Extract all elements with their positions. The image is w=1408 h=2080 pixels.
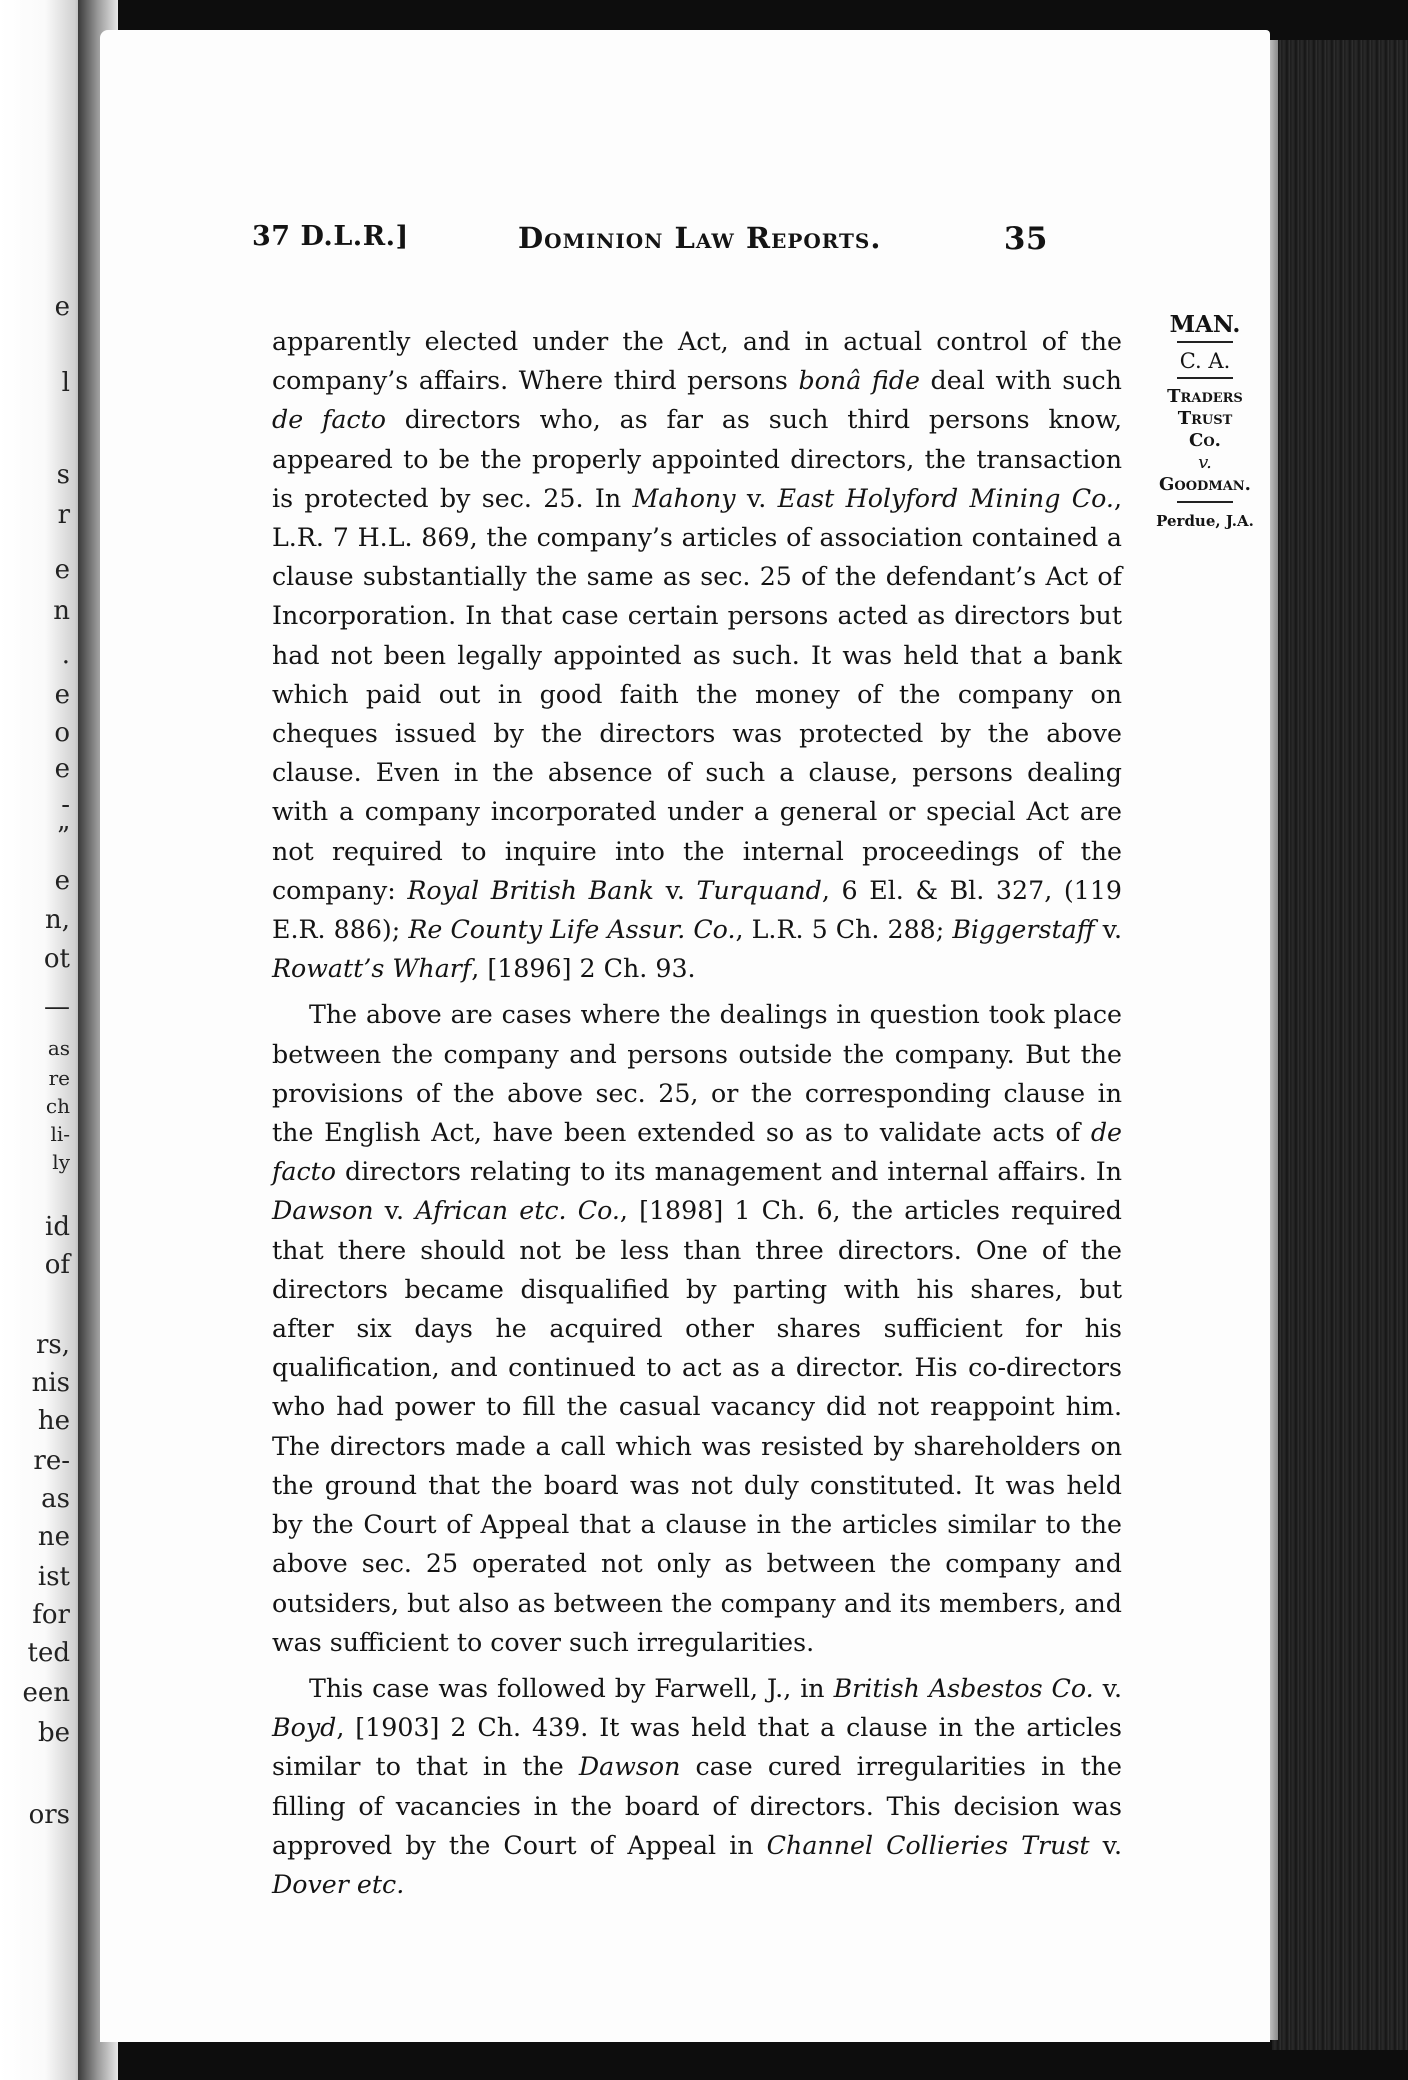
margin-fragment: -	[61, 790, 70, 820]
text-run: , [1903] 2 Ch. 439. It was held that a clause in the articles similar to that in the	[272, 1713, 1122, 1782]
margin-fragment: ”	[56, 822, 70, 852]
facing-page-margin-fragments	[0, 0, 78, 2080]
sidenote-party-1: Trust	[1177, 408, 1233, 429]
text-run: case cured irregularities in the filling of vacancies in the board of directors. This decision was approved by the Court of Appeal in	[272, 1752, 1122, 1860]
text-run: directors relating to its management and internal affairs. In	[336, 1157, 1122, 1187]
text-run: v.	[653, 875, 697, 905]
book-page-edges	[1272, 40, 1408, 2050]
margin-fragment: n,	[44, 905, 70, 935]
margin-fragment: nis	[31, 1368, 70, 1398]
margin-fragment: e	[54, 555, 70, 585]
margin-fragment: —	[44, 992, 70, 1022]
margin-fragment: re	[48, 1066, 70, 1090]
margin-fragment: as	[41, 1484, 70, 1514]
text-run: v.	[1094, 915, 1123, 945]
margin-fragment: ly	[52, 1150, 70, 1174]
running-header-title: Dominion Law Reports.	[518, 221, 882, 255]
text-run: , L.R. 5 Ch. 288;	[735, 915, 953, 945]
margin-fragment: l	[61, 368, 70, 398]
text-run: , [1898] 1 Ch. 6, the articles required that there should not be less than three directors. One of the directors became disqualified by parting with his shares, but after six days he acquired other shares sufficient for his qualification, and continued to act as a director. His co-directors who had power to fill the casual vacancy did not reappoint him. The directors made a call which was resisted by shareholders on the ground that the board was not duly constituted. It was held by the Court of Appeal that a clause in the articles similar to the above sec. 25 operated not only as between the company and outsiders, but also as between the company and its members, and was sufficient to cover such irregularities.	[272, 1196, 1122, 1657]
margin-fragment: be	[37, 1718, 70, 1748]
paragraph-2	[272, 995, 1122, 1661]
margin-fragment: e	[54, 866, 70, 896]
text-run: de facto	[272, 405, 386, 435]
margin-fragment: .	[61, 640, 70, 670]
sidenote-rule	[1177, 501, 1233, 503]
margin-fragment: li-	[50, 1122, 70, 1146]
margin-fragment: ne	[37, 1522, 70, 1552]
margin-fragment: s	[56, 460, 70, 490]
case-name: British Asbestos Co.	[833, 1673, 1094, 1703]
text-run: The above are cases where the dealings in question took place between the company and persons outside the company. But the provisions of the above sec. 25, or the corresponding clause in the English Act, have been extended so as to validate acts of	[272, 1000, 1122, 1148]
margin-fragment: id	[45, 1212, 70, 1242]
paragraph-1	[272, 322, 1122, 988]
paragraph-3	[272, 1669, 1122, 1904]
text-run: , 6 El. & Bl. 327, (119 E.R. 886);	[272, 875, 1123, 945]
case-name: East Holyford Mining Co.	[777, 483, 1114, 513]
margin-fragment: een	[22, 1678, 70, 1708]
sidenote-rule	[1177, 377, 1233, 379]
margin-fragment: as	[47, 1036, 70, 1060]
margin-fragment: o	[54, 718, 70, 748]
margin-fragment: of	[44, 1250, 70, 1280]
text-run: v.	[1089, 1830, 1123, 1860]
sidenote-party-2: Goodman.	[1159, 474, 1251, 495]
case-name: Dover etc.	[272, 1869, 405, 1899]
text-run: v.	[373, 1196, 416, 1226]
case-name: Re County Life Assur. Co.	[408, 915, 736, 945]
margin-fragment: r	[57, 500, 70, 530]
case-name: Royal British Bank	[407, 875, 654, 905]
margin-fragment: n	[53, 596, 70, 626]
text-run: directors who, as far as such third persons know, appeared to be the properly appointed directors, the transaction is protected by sec. 25. In	[272, 405, 1122, 513]
case-name: Turquand	[696, 875, 822, 905]
margin-fragment: ors	[28, 1800, 70, 1830]
margin-fragment: ot	[43, 944, 70, 974]
margin-sidenote	[1146, 311, 1264, 532]
text-run: deal with such	[919, 366, 1122, 396]
text-run: bonâ fide	[798, 366, 920, 396]
sidenote-party-1: Co.	[1189, 430, 1221, 451]
margin-fragment: rs,	[35, 1330, 70, 1360]
margin-fragment: for	[32, 1600, 70, 1630]
margin-fragment: he	[37, 1406, 70, 1436]
text-run: v.	[735, 483, 778, 513]
case-name: Channel Collieries Trust	[766, 1830, 1090, 1860]
margin-fragment: e	[54, 680, 70, 710]
text-run: , [1896] 2 Ch. 93.	[471, 954, 696, 984]
case-name: Rowatt’s Wharf	[272, 954, 472, 984]
margin-fragment: ist	[37, 1562, 70, 1592]
margin-fragment: ted	[27, 1638, 70, 1668]
sidenote-court: MAN.	[1169, 311, 1241, 338]
margin-fragment: e	[54, 292, 70, 322]
case-name: Mahony	[632, 483, 736, 513]
running-header-volume: 37 D.L.R.]	[252, 221, 409, 252]
margin-fragment: ch	[45, 1094, 70, 1118]
sidenote-judge: Perdue, J.A.	[1156, 512, 1254, 530]
case-name: Boyd	[272, 1713, 337, 1743]
margin-fragment: re-	[33, 1446, 70, 1476]
page-number: 35	[1003, 221, 1048, 257]
text-run: , L.R. 7 H.L. 869, the company’s articles of association contained a clause substantially the same as sec. 25 of the defendant’s Act of Incorporation. In that case certain persons acted as directors but had not been legally appointed as such. It was held that a bank which paid out in good faith the money of the company on cheques issued by the directors was protected by the above clause. Even in the absence of such a clause, persons dealing with a company incorporated under a general or special Act are not required to inquire into the internal proceedings of the company:	[272, 483, 1122, 905]
case-name: Dawson	[578, 1752, 681, 1782]
book-page	[100, 30, 1270, 2042]
case-name: African etc. Co.	[415, 1196, 620, 1226]
case-name: Biggerstaff	[952, 915, 1095, 945]
sidenote-party-1: Traders	[1167, 386, 1243, 407]
page-body	[272, 322, 1122, 1911]
text-run: This case was followed by Farwell, J., in	[309, 1673, 834, 1703]
sidenote-division: C. A.	[1179, 349, 1231, 373]
text-run: de facto	[272, 1118, 1122, 1187]
margin-fragment: e	[54, 754, 70, 784]
sidenote-rule	[1177, 341, 1233, 343]
case-name: Dawson	[272, 1196, 374, 1226]
text-run: apparently elected under the Act, and in actual control of the company’s affairs. Where third persons	[272, 327, 1122, 396]
sidenote-versus: v.	[1198, 452, 1212, 473]
text-run: v.	[1093, 1673, 1123, 1703]
